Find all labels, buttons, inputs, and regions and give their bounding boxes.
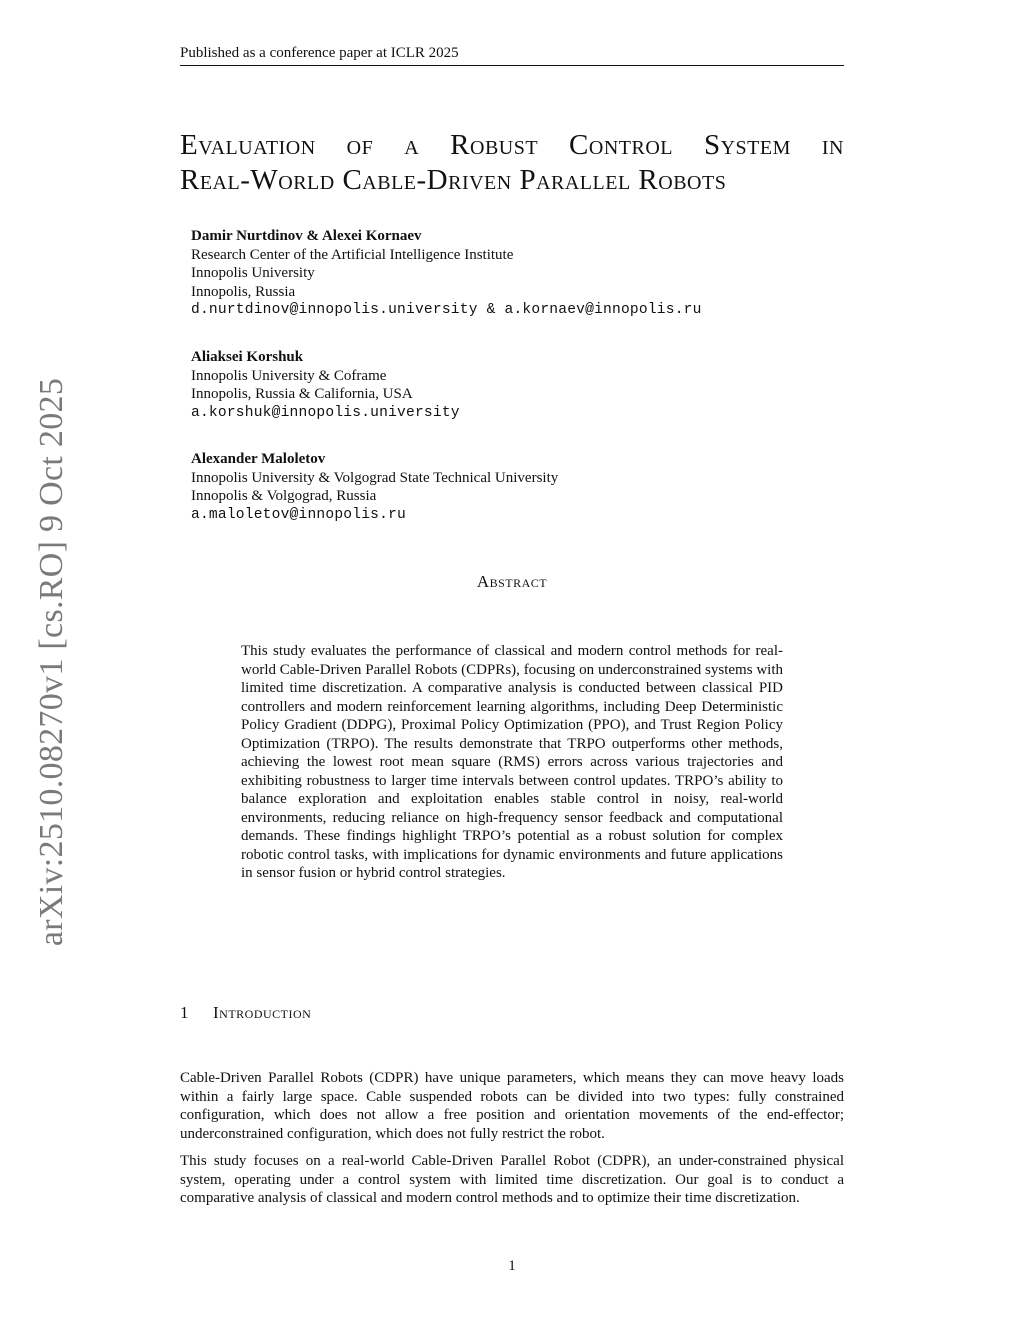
author-location: Innopolis, Russia & California, USA (191, 386, 413, 403)
section-number: 1 (180, 1003, 189, 1022)
author-name: Damir Nurtdinov & Alexei Kornaev (191, 228, 422, 244)
author-location: Innopolis, Russia (191, 283, 296, 300)
section-heading-introduction (180, 1003, 311, 1023)
author-affiliation: Innopolis University & Volgograd State Technical University (191, 469, 559, 486)
arxiv-identifier-stamp[interactable]: arXiv:2510.08270v1 [cs.RO] 9 Oct 2025 (33, 377, 70, 947)
section-title: Introduction (213, 1003, 312, 1022)
paper-title-line-2: Real-World Cable-Driven Parallel Robots (180, 164, 727, 196)
intro-paragraph-1: Cable-Driven Parallel Robots (CDPR) have unique parameters, which means they can move heavy loads within a fairly large space. Cable suspended robots can be divided into two types: fully constrained configuration, which does not allow a free position and orientation movements of the end-effector; underconstrained configuration, which does not fully restrict the robot. (180, 1070, 844, 1142)
intro-paragraph-2: This study focuses on a real-world Cable-Driven Parallel Robot (CDPR), an under-constrained physical system, operating under a control system with limited time discretization. Our goal is to conduct a comparative analysis of classical and modern control methods and to optimize their time discretization. (180, 1153, 844, 1206)
author-affiliation: Innopolis University & Coframe (191, 367, 387, 384)
author-block-2 (191, 348, 831, 422)
author-email[interactable]: d.nurtdinov@innopolis.university & a.kornaev@innopolis.ru (191, 302, 702, 319)
paper-title-line-1: Evaluation of a Robust Control System in (180, 129, 844, 161)
author-block-3 (191, 450, 831, 524)
page-number: 1 (508, 1258, 516, 1274)
author-affiliation: Innopolis University (191, 265, 315, 282)
author-name: Alexander Maloletov (191, 451, 326, 467)
author-block-1 (191, 227, 831, 320)
author-email[interactable]: a.maloletov@innopolis.ru (191, 506, 406, 523)
conference-header: Published as a conference paper at ICLR 2025 (180, 44, 844, 66)
abstract-body: This study evaluates the performance of classical and modern control methods for real-world Cable-Driven Parallel Robots (CDPRs), focusing on underconstrained systems with limited time discretization. A comparative analysis is conducted between classical PID controllers and modern reinforcement learning algorithms, including Deep Deterministic Policy Gradient (DDPG), Proximal Policy Optimization (PPO), and Trust Region Policy Optimization (TRPO). The results demonstrate that TRPO outperforms other methods, achieving the lowest root mean square (RMS) errors across various trajectories and exhibiting robustness to larger time intervals between control updates. TRPO’s ability to balance exploration and exploitation enables stable control in noisy, real-world environments, reducing reliance on high-frequency sensor feedback and computational demands. These findings highlight TRPO’s potential as a robust solution for complex robotic control tasks, with implications for dynamic environments and future applications in sensor fusion or hybrid control strategies. (241, 643, 783, 881)
author-affiliation: Research Center of the Artificial Intelligence Institute (191, 246, 514, 263)
author-email[interactable]: a.korshuk@innopolis.university (191, 404, 460, 421)
author-name: Aliaksei Korshuk (191, 349, 304, 365)
author-location: Innopolis & Volgograd, Russia (191, 488, 377, 505)
abstract-heading: Abstract (476, 572, 548, 591)
paper-title (180, 128, 844, 198)
